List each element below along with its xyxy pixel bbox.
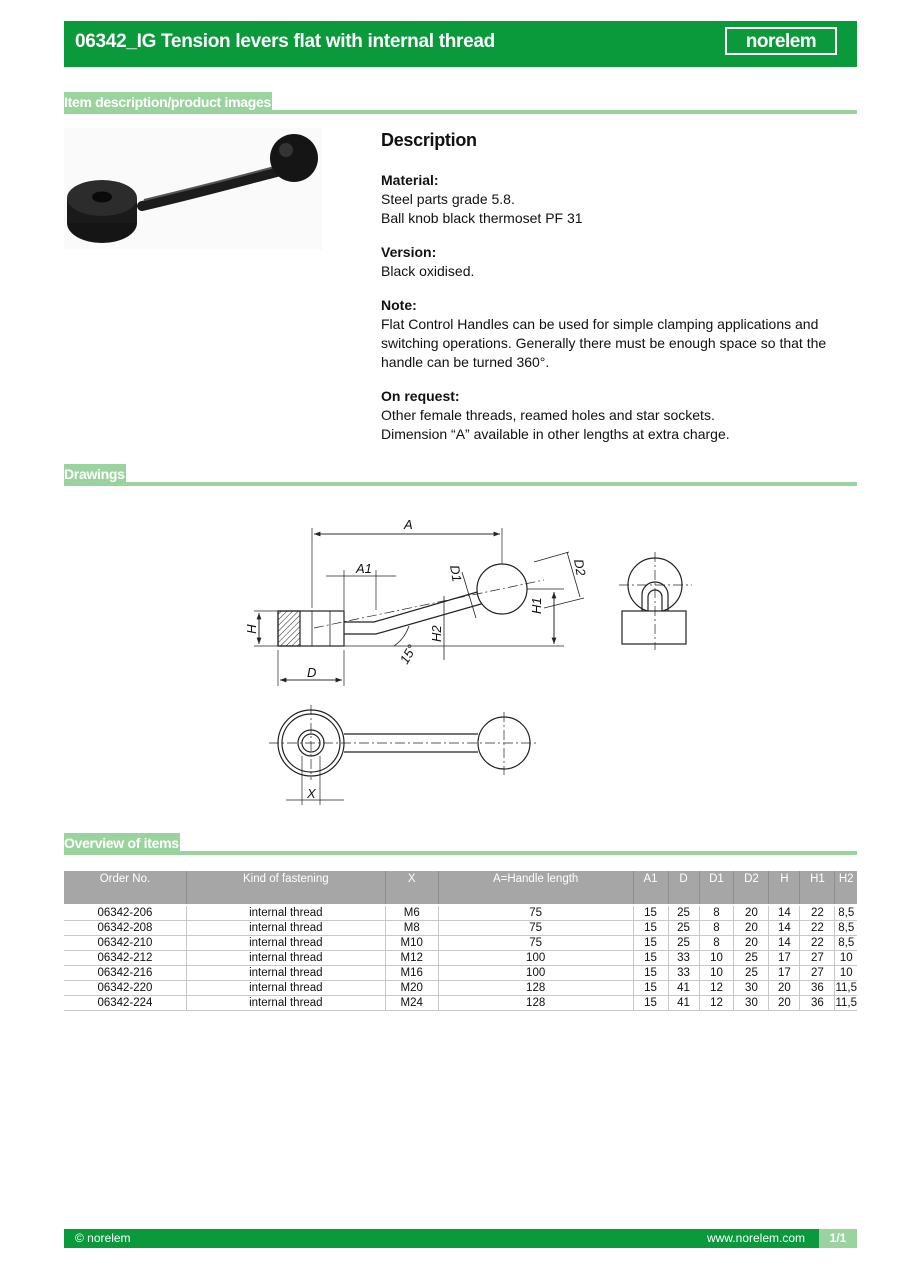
table-cell: M8	[385, 921, 438, 936]
table-cell: 14	[769, 936, 800, 951]
table-cell: 20	[769, 981, 800, 996]
note-label: Note:	[381, 297, 417, 313]
table-row	[64, 951, 857, 966]
table-cell: 10	[835, 966, 857, 981]
table-header-row	[64, 871, 857, 904]
table-cell: 06342-220	[64, 981, 186, 996]
table-row	[64, 936, 857, 951]
dim-label-d2: D2	[571, 557, 589, 577]
dim-label-d1: D1	[447, 563, 465, 583]
page-title: 06342_IG Tension levers flat with internal thread	[75, 31, 495, 52]
table-cell: 22	[800, 906, 835, 921]
request-block	[381, 387, 861, 444]
section-overview	[64, 833, 857, 855]
table-cell: 14	[769, 906, 800, 921]
table-cell: internal thread	[186, 921, 385, 936]
material-line: Steel parts grade 5.8.	[381, 191, 515, 207]
product-photo	[64, 128, 322, 250]
table-cell: 10	[699, 966, 734, 981]
table-cell: 15	[633, 921, 668, 936]
request-line: Other female threads, reamed holes and star sockets.	[381, 407, 715, 423]
table-cell: 11,5	[835, 982, 857, 994]
table-cell: 06342-210	[64, 936, 186, 951]
col-x: X	[385, 871, 438, 904]
website-link[interactable]: www.norelem.com	[706, 1231, 805, 1245]
page-footer	[64, 1229, 857, 1248]
table-cell: 8,5	[835, 936, 857, 951]
table-cell: M12	[385, 951, 438, 966]
table-cell: 15	[633, 966, 668, 981]
table-cell: 10	[835, 951, 857, 966]
table-cell: 17	[769, 966, 800, 981]
table-cell: 41	[668, 996, 699, 1011]
table-cell: 36	[800, 996, 835, 1011]
table-cell: 20	[769, 996, 800, 1011]
table-cell: 22	[800, 921, 835, 936]
table-cell: 25	[668, 921, 699, 936]
page-number: 1/1	[819, 1229, 857, 1248]
table-cell: 25	[668, 936, 699, 951]
table-cell: 75	[438, 906, 633, 921]
page-header	[64, 21, 857, 67]
table-cell: 06342-216	[64, 966, 186, 981]
dim-label-angle: 15°	[396, 641, 420, 667]
section-title: Item description/product images	[64, 94, 271, 110]
table-cell: 12	[699, 996, 734, 1011]
table-cell: 06342-206	[64, 906, 186, 921]
table-cell: 128	[438, 981, 633, 996]
table-cell: 100	[438, 966, 633, 981]
note-text: Flat Control Handles can be used for simple clamping applications and switching operations. Generally there must be enough space so that the handle can be turned 360°.	[381, 316, 827, 370]
table-cell: 25	[734, 951, 769, 966]
table-cell: 8	[699, 936, 734, 951]
table-cell: M6	[385, 906, 438, 921]
col-handle-length: A=Handle length	[438, 871, 633, 904]
table-cell: M10	[385, 936, 438, 951]
table-cell: internal thread	[186, 981, 385, 996]
copyright: © norelem	[75, 1231, 131, 1245]
table-cell: 15	[633, 906, 668, 921]
dim-label-d: D	[307, 665, 317, 680]
table-cell: 100	[438, 951, 633, 966]
table-cell: internal thread	[186, 966, 385, 981]
note-block	[381, 296, 861, 372]
table-cell: 30	[734, 981, 769, 996]
table-cell: 11,5	[835, 997, 857, 1009]
table-cell: 06342-212	[64, 951, 186, 966]
table-cell: 8	[699, 921, 734, 936]
dim-label-a: A	[404, 517, 413, 532]
table-cell: 27	[800, 966, 835, 981]
request-line: Dimension “A” available in other lengths at extra charge.	[381, 426, 730, 442]
table-cell: 8,5	[835, 921, 857, 936]
table-cell: 30	[734, 996, 769, 1011]
dim-label-h: H	[244, 624, 259, 634]
table-cell: 128	[438, 996, 633, 1011]
col-fastening: Kind of fastening	[186, 871, 385, 904]
table-cell: 14	[769, 921, 800, 936]
table-cell: 15	[633, 996, 668, 1011]
table-cell: 20	[734, 906, 769, 921]
logo-text: norelem	[745, 31, 817, 52]
description-heading: Description	[381, 130, 477, 150]
table-cell: 15	[633, 981, 668, 996]
table-cell: internal thread	[186, 906, 385, 921]
table-row	[64, 906, 857, 921]
table-cell: M16	[385, 966, 438, 981]
table-cell: 15	[633, 951, 668, 966]
dim-label-a1: A1	[356, 561, 372, 576]
table-cell: 25	[668, 906, 699, 921]
table-cell: 25	[734, 966, 769, 981]
table-cell: M20	[385, 981, 438, 996]
version-block	[381, 243, 861, 281]
section-title: Overview of items	[64, 835, 179, 851]
col-d1: D1	[699, 871, 734, 904]
table-cell: 12	[699, 981, 734, 996]
table-cell: 15	[633, 936, 668, 951]
material-line: Ball knob black thermoset PF 31	[381, 210, 583, 226]
col-d2: D2	[734, 871, 769, 904]
table-cell: 20	[734, 921, 769, 936]
col-a1: A1	[633, 871, 668, 904]
section-item-description	[64, 92, 857, 114]
table-cell: 75	[438, 921, 633, 936]
table-row	[64, 981, 857, 996]
table-cell: M24	[385, 996, 438, 1011]
table-cell: 36	[800, 981, 835, 996]
items-table	[64, 871, 857, 1011]
col-d: D	[668, 871, 699, 904]
table-cell: 10	[699, 951, 734, 966]
version-label: Version:	[381, 244, 437, 260]
section-drawings	[64, 464, 857, 486]
table-row	[64, 921, 857, 936]
table-cell: 33	[668, 951, 699, 966]
version-text: Black oxidised.	[381, 263, 475, 279]
table-cell: 41	[668, 981, 699, 996]
table-cell: 06342-208	[64, 921, 186, 936]
col-h1: H1	[800, 871, 835, 904]
request-label: On request:	[381, 388, 460, 404]
col-order-no: Order No.	[64, 871, 186, 904]
dim-label-h1: H1	[529, 597, 544, 614]
description-block	[381, 128, 861, 459]
table-cell: 17	[769, 951, 800, 966]
table-cell: 33	[668, 966, 699, 981]
table-cell: internal thread	[186, 996, 385, 1011]
table-cell: 8,5	[835, 906, 857, 921]
table-cell: 27	[800, 951, 835, 966]
table-cell: 75	[438, 936, 633, 951]
material-block	[381, 171, 861, 228]
norelem-logo	[725, 27, 837, 55]
section-title: Drawings	[64, 466, 125, 482]
dim-label-x: X	[307, 786, 316, 801]
table-cell: 22	[800, 936, 835, 951]
col-h: H	[769, 871, 800, 904]
table-row	[64, 966, 857, 981]
table-cell: internal thread	[186, 936, 385, 951]
table-cell: 8	[699, 906, 734, 921]
table-cell: internal thread	[186, 951, 385, 966]
table-row	[64, 996, 857, 1011]
table-cell: 20	[734, 936, 769, 951]
table-cell: 06342-224	[64, 996, 186, 1011]
technical-drawing	[64, 500, 857, 820]
dim-label-h2: H2	[429, 625, 444, 642]
col-h2: H2	[835, 871, 857, 904]
material-label: Material:	[381, 172, 439, 188]
